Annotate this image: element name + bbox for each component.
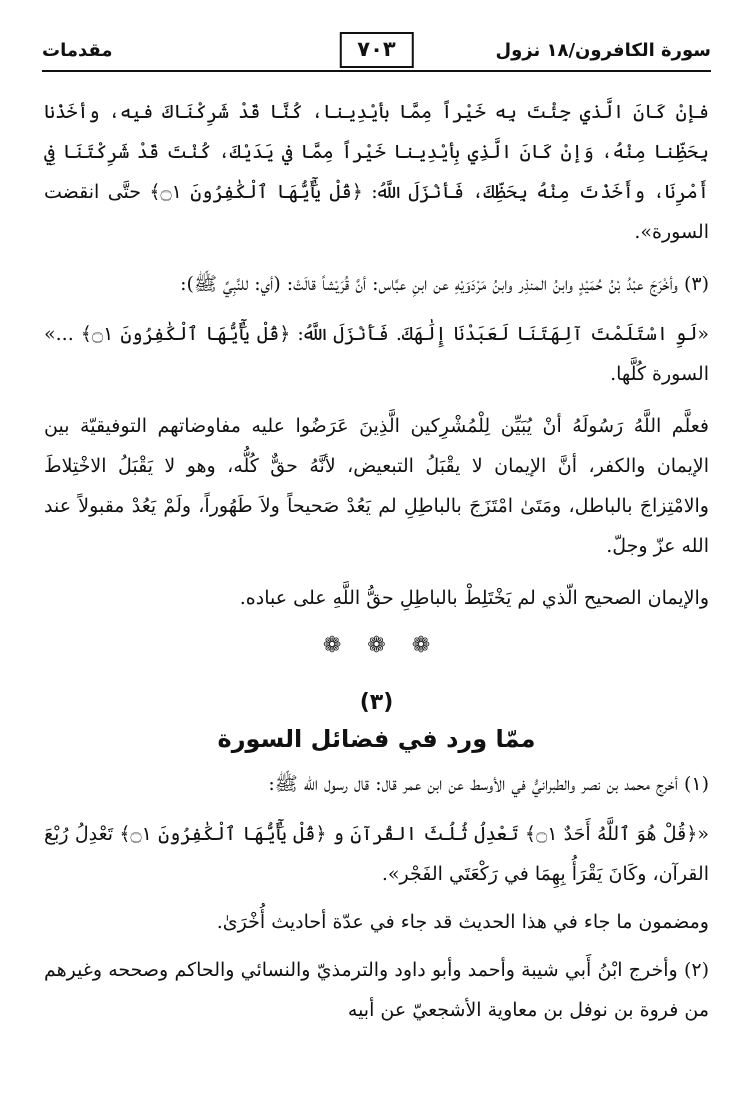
- paragraph-conclusion: والإيمان الصحيح الّذي لم يَخْتَلِطْ بالباطِلِ حقُّ اللَّهِ على عباده.: [239, 587, 709, 609]
- ornament-divider: [44, 626, 709, 666]
- paragraph-other-hadiths: ومضمون ما جاء في هذا الحديث قد جاء في عدّة أحاديث أُخْرَىٰ.: [216, 911, 709, 933]
- section-title: ممّا ورد في فضائل السورة: [217, 725, 536, 753]
- paragraph-hadith-1-text: «﴿قُلْ هُوَ ٱللَّهُ أَحَدٌ ۝١﴾ تَعْدِلُ ثُلُثَ القُرآنَ و ﴿قُلْ يَٰٓأَيُّهَا ٱلْكَٰفِرُونَ ۝١﴾ تَعْدِلُ رُبْعَ القرآن، وكَانَ يَقْرَأُ بِهِمَا في رَكْعَتَي الفَجْر».: [44, 823, 709, 885]
- paragraph-commentary: فعلَّم اللَّهُ رَسُولَهُ أنْ يُبَيِّن لِلْمُشْرِكين الَّذِينَ عَرَضُوا عليه مفاوضاتهم التوفيقيّة بين الإيمان والكفر، أنَّ الإيمان لا يقْبَلُ التبعيض، لأنَّهُ حقٌّ كُلُّه، وهو لا يَقْبَلُ الاخْتِلاطَ والامْتِزاجَ بالباطل، ومَتَىٰ امْتَزَجَ بالباطِلِ لم يَعُدْ صَحيحاً ولاَ طَهُوراً، ولَمْ يَعُدْ مقبولاً عند الله عزّ وجلّ.: [44, 415, 709, 557]
- paragraph-hadith-1: (١) أخرج محمد بن نصر والطبرانيُّ في الأوسط عن ابن عمر قال: قال رسول الله ﷺ:: [268, 773, 709, 795]
- surah-title: سورة الكافرون/١٨ نزول: [495, 39, 711, 61]
- flower-ornament-icon: ❁: [411, 633, 431, 658]
- section-number: (٣): [359, 690, 394, 715]
- paragraph-hadith-2: (٢) وأخرج ابْنُ أَبي شيبة وأحمد وأبو داود والترمذيّ والنسائي والحاكم وصححه وغيرهم من فروة بن نوفل بن معاوية الأشجعيّ عن أبيه: [44, 959, 709, 1021]
- section-label: مقدمات: [42, 39, 113, 61]
- page-header: [42, 30, 711, 72]
- paragraph-narration-3: (٣) وأخْرَجَ عبْدُ بْنُ حُمَيْدٍ وابنُ المنذِر وابنُ مَرْدَوَيْهِ عن ابنِ عبَّاس: أنَّ قُرَيْشاً قالَتْ: (أي: للنَّبِيِّ ﷺ):: [180, 273, 709, 295]
- paragraph-quraysh-quote: «لَوِ اسْتَلَمْتَ آلِهَتَنَا لَعَبَدْنَا إِلَٰهَكَ. فَأَنْزَلَ اللَّهُ: ﴿قُلْ يَٰٓأَيُّهَا ٱلْكَٰفِرُونَ ۝١﴾ ...» السورة كُلَّها.: [44, 323, 710, 385]
- page-content: [44, 92, 709, 1038]
- paragraph-quraysh-offer-end: فإنْ كَانَ الَّذي جِئْتَ بِه خَيْراً مِمَّا بأيْدِينا، كُنَّا قَدْ شَرِكْنَاكَ فيه، وأخَذْنا بِحَظِّنا مِنْهُ، وَإنْ كَانَ الَّذِي بِأيْدِينا خَيْراً مِمَّا في يَدَيْكَ، كُنْتَ قَدْ شَرِكْتَنَا فِي أَمْرِنَا، وأَخَذْتَ مِنْهُ بِحَظِّكَ، فَأنْزَلَ اللَّهُ: ﴿قُلْ يَٰٓأَيُّهَا ٱلْكَٰفِرُونَ ۝١﴾ حتَّى انقضت السورة».: [44, 101, 710, 243]
- page-number: ٧٠٣: [339, 32, 413, 68]
- flower-ornament-icon: ❁: [322, 633, 342, 658]
- flower-ornament-icon: ❁: [367, 633, 386, 658]
